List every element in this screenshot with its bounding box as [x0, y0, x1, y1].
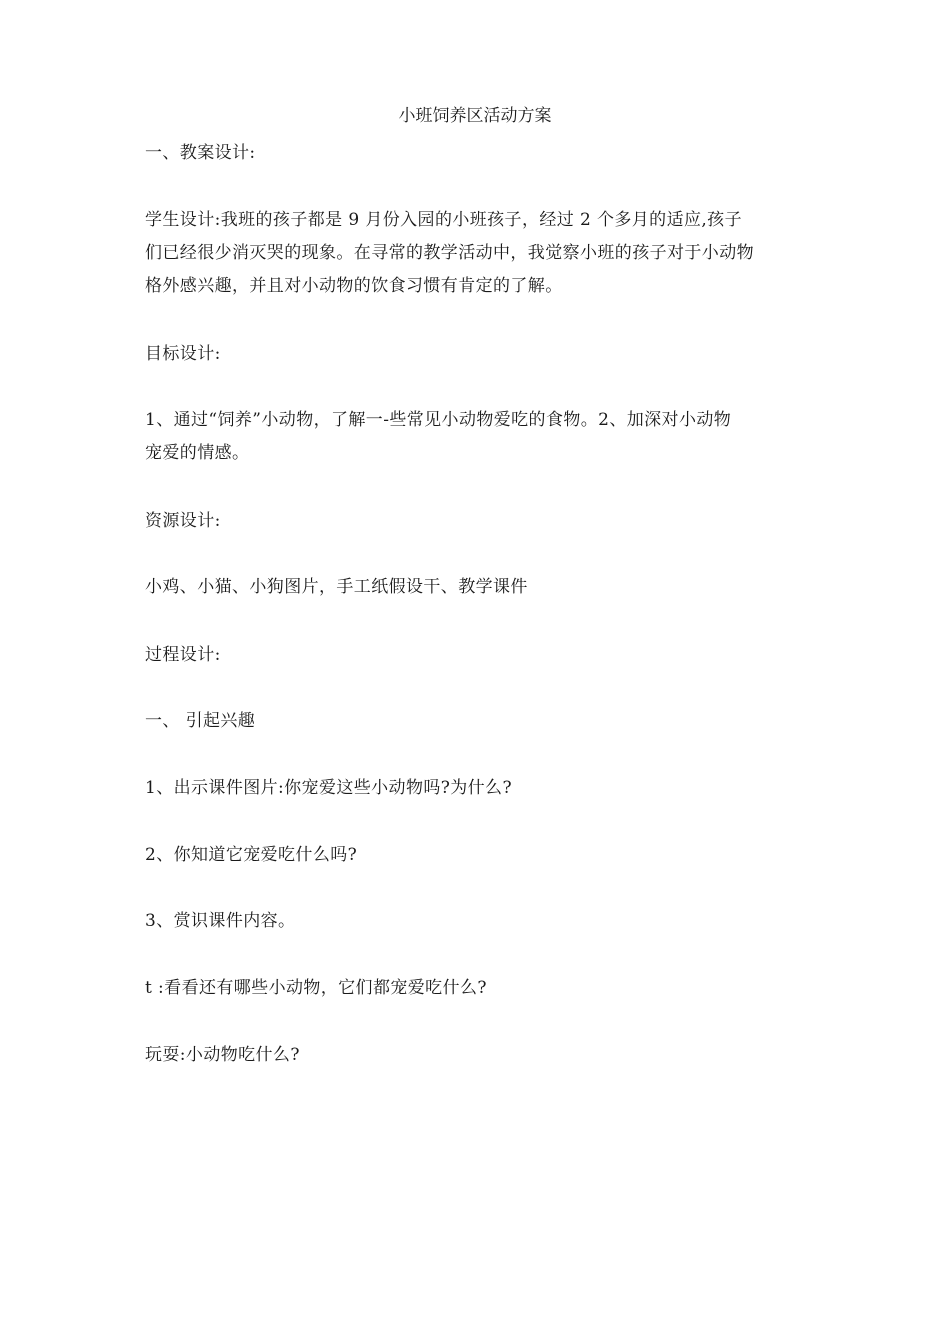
list-item-step-t: t :看看还有哪些小动物，它们都宠爱吃什么?: [145, 978, 487, 998]
paragraph-goals-line-1: 1、通过“饲养”小动物，了解一-些常见小动物爱吃的食物。2、加深对小动物: [145, 410, 732, 430]
section-heading-lesson-design: 一、教案设计:: [145, 143, 256, 163]
section-heading-process-design: 过程设计:: [145, 645, 221, 665]
list-item-step-1: 1、出示课件图片:你宠爱这些小动物吗?为什么?: [145, 778, 512, 798]
list-item-step-2: 2、你知道它宠爱吃什么吗?: [145, 845, 358, 865]
paragraph-student-design-line-2: 们已经很少消灭哭的现象。在寻常的教学活动中，我觉察小班的孩子对于小动物: [145, 243, 754, 263]
list-item-step-3: 3、赏识课件内容。: [145, 911, 296, 931]
section-heading-goal-design: 目标设计:: [145, 344, 221, 364]
paragraph-resources: 小鸡、小猫、小狗图片，手工纸假设干、教学课件: [145, 577, 528, 597]
paragraph-goals-line-2: 宠爱的情感。: [145, 443, 250, 463]
paragraph-game: 玩耍:小动物吃什么?: [145, 1045, 300, 1065]
document-title: 小班饲养区活动方案: [398, 106, 552, 126]
paragraph-student-design-line-3: 格外感兴趣，并且对小动物的饮食习惯有肯定的了解。: [145, 276, 563, 296]
section-heading-resource-design: 资源设计:: [145, 511, 221, 531]
paragraph-student-design-line-1: 学生设计:我班的孩子都是 9 月份入园的小班孩子，经过 2 个多月的适应,孩子: [145, 210, 742, 230]
step-heading-arouse-interest: 一、 引起兴趣: [145, 711, 256, 731]
